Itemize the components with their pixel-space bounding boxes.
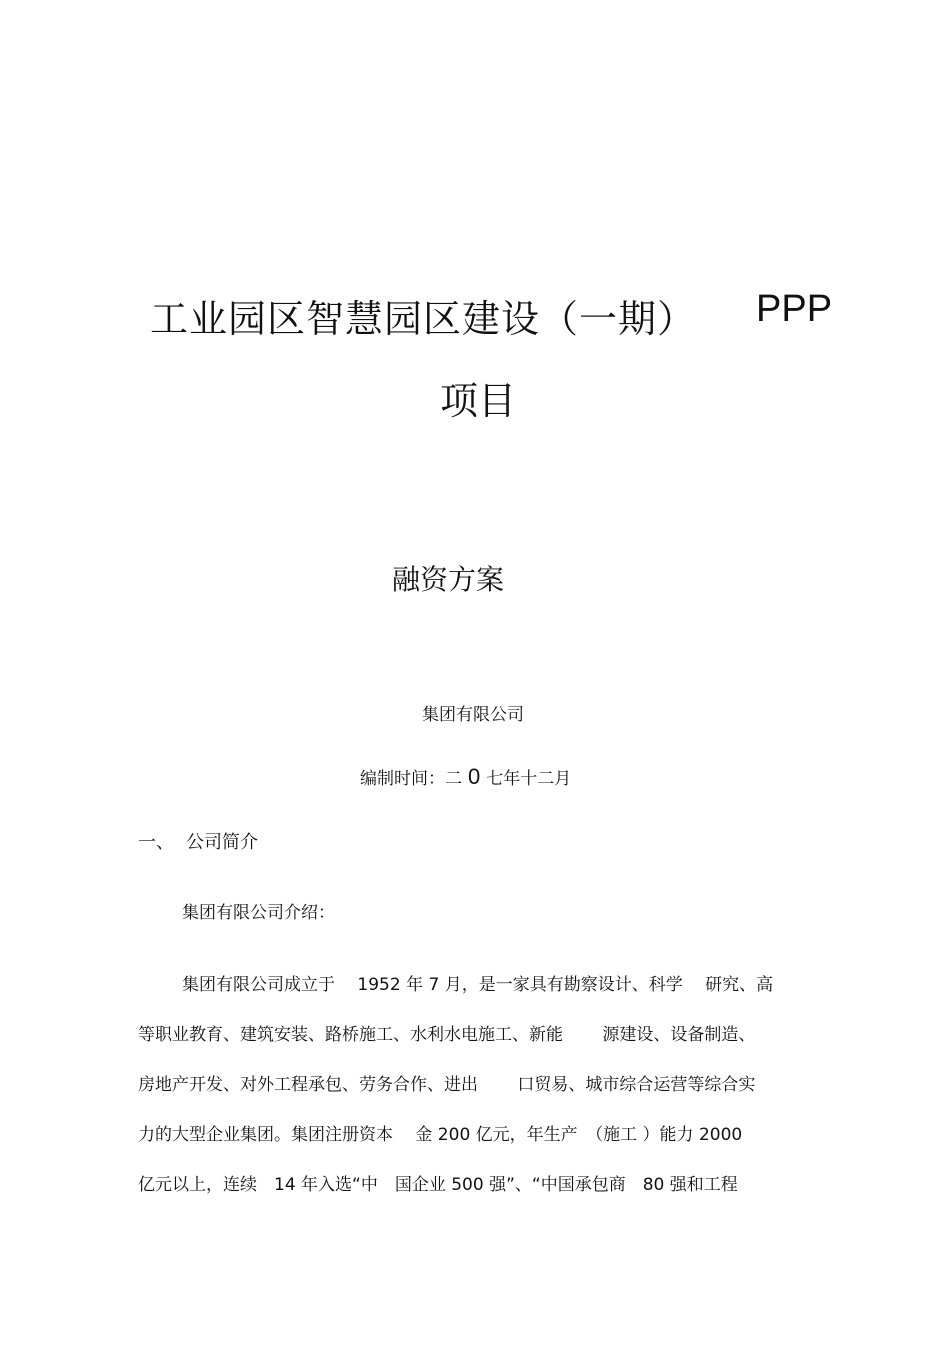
date-zero: 0: [468, 764, 481, 789]
intro-label: 集团有限公司介绍：: [182, 903, 335, 923]
document-subtitle: 融资方案: [392, 563, 505, 596]
document-title-line1: 工业园区智慧园区建设（一期）: [150, 297, 697, 341]
compile-date: [360, 764, 571, 790]
section-number: 一、: [138, 832, 174, 853]
section-title: 公司简介: [186, 832, 258, 853]
document-title-ppp: PPP: [756, 288, 833, 330]
paragraph-line: 亿元以上，连续 14 年入选“中 国企业 500 强”、“中国承包商 80 强和工程: [138, 1175, 738, 1195]
paragraph-line: 等职业教育、建筑安装、路桥施工、水利水电施工、新能 源建设、设备制造、: [138, 1025, 756, 1045]
company-name: 集团有限公司: [422, 705, 524, 725]
paragraph-line: 集团有限公司成立于 1952 年 7 月，是一家具有勘察设计、科学 研究、高: [182, 975, 774, 995]
date-rest: 七年十二月: [486, 769, 572, 789]
section-heading: [138, 828, 258, 854]
paragraph-line: 力的大型企业集团。集团注册资本 金 200 亿元，年生产 （施工 ）能力 2000: [138, 1125, 743, 1145]
document-title-line2: 项目: [440, 379, 517, 423]
date-label: 编制时间：二: [360, 769, 462, 789]
paragraph-line: 房地产开发、对外工程承包、劳务合作、进出 口贸易、城市综合运营等综合实: [138, 1075, 756, 1095]
